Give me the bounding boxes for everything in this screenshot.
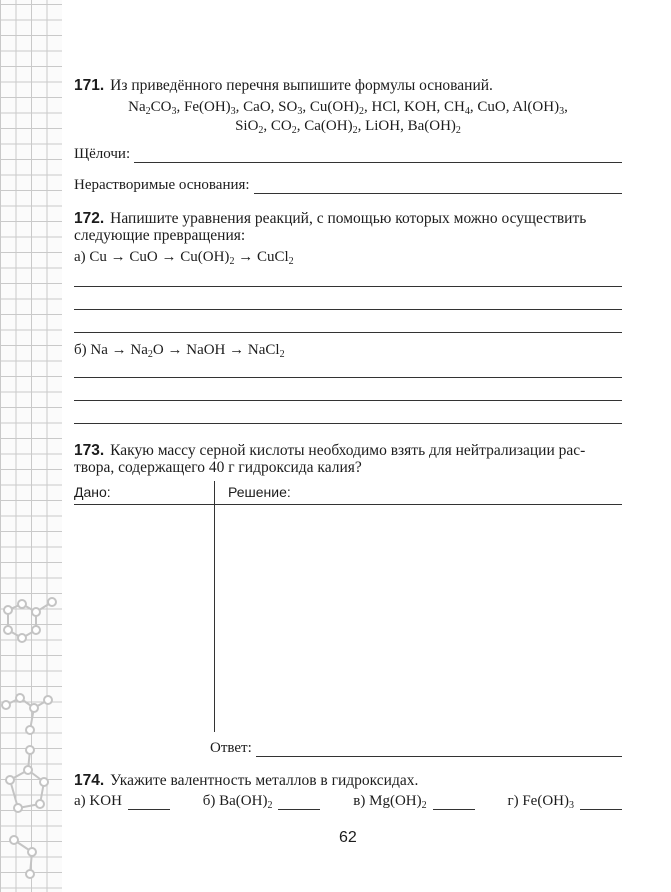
answer-line-a-3[interactable] <box>74 332 622 333</box>
formula-item: SiO$_2$, <box>235 118 268 136</box>
scheme-a-chain <box>89 249 293 265</box>
formula-item: $Fe(OH)_3$, <box>184 99 240 117</box>
chain-formula: NaOH <box>186 342 226 358</box>
valence-answer-line[interactable] <box>278 809 320 810</box>
page-number: 62 <box>339 829 357 846</box>
valence-formula: KOH <box>89 793 122 809</box>
formula-item: $Na_2CO$ <box>128 99 172 117</box>
arrow-icon: → <box>167 342 183 358</box>
valence-item <box>353 793 474 810</box>
answer-label: Ответ: <box>210 740 252 756</box>
formula-item: $Ca(OH)_2$, <box>304 118 362 136</box>
chain-formula: $Cu(OH)_2$ <box>180 249 235 267</box>
arrow-icon: → <box>111 342 127 358</box>
solution-label: Решение: <box>228 484 291 500</box>
alkali-answer-row <box>74 146 622 163</box>
formula-item: CaO, <box>243 99 275 115</box>
arrow-icon: → <box>238 249 254 265</box>
task-171-formula-list-1 <box>74 98 622 117</box>
answer-line-a-2[interactable] <box>74 309 622 310</box>
chain-formula: Na <box>90 342 108 358</box>
solution-area[interactable] <box>218 508 622 730</box>
task-173-title: 173. Какую массу серной кислоты необходимо взять для нейтрализации рас- <box>74 442 586 459</box>
task-172-title: 172. Напишите уравнения реакций, с помощью которых можно осуществить <box>74 210 587 227</box>
valence-answer-line[interactable] <box>433 809 475 810</box>
answer-line-a-1[interactable] <box>74 286 622 287</box>
task-174-title: 174. Укажите валентность металлов в гидроксидах. <box>74 772 419 789</box>
formula-item: CuO, <box>477 99 510 115</box>
task-171-formula-list-2 <box>74 117 622 136</box>
arrow-icon: → <box>110 249 126 265</box>
valence-items <box>74 793 622 810</box>
given-label: Дано: <box>74 484 111 500</box>
alkali-answer-line[interactable] <box>134 161 622 163</box>
valence-prefix: в) <box>353 793 370 809</box>
answer-line-b-3[interactable] <box>74 423 622 424</box>
given-vertical-divider <box>214 481 215 732</box>
valence-item <box>507 793 622 810</box>
valence-formula: $Ba(OH)_2$ <box>219 793 273 811</box>
formula-item: $CH_4$, <box>444 99 474 117</box>
valence-formula: $Mg(OH)_2$ <box>369 793 427 811</box>
answer-line[interactable] <box>256 755 622 757</box>
formula-item: $CO_2$, <box>270 118 301 136</box>
valence-prefix: а) <box>74 793 90 809</box>
task-173-title-line2: твора, содержащего 40 г гидроксида калия? <box>74 459 362 476</box>
formula-item: $Cu(OH)_2$, <box>309 99 368 117</box>
valence-prefix: б) <box>202 793 220 809</box>
task-171-title: 171. Из приведённого перечня выпишите формулы оснований. <box>74 77 493 94</box>
insoluble-answer-line[interactable] <box>254 192 622 194</box>
insoluble-label: Нерастворимые основания: <box>74 177 250 193</box>
task-172-title-line2: следующие превращения: <box>74 227 246 244</box>
answer-line-b-2[interactable] <box>74 400 622 401</box>
alkali-label: Щёлочи: <box>74 146 131 162</box>
chain-formula: Cu <box>89 249 107 265</box>
formula-item: $Ba(OH)_2$ <box>407 118 461 136</box>
valence-formula: $Fe(OH)_3$ <box>522 793 574 811</box>
formula-item: $_3$, <box>171 99 181 117</box>
scheme-b: б) $Na \to Na_2O$ → NaOH → NaCl$_2$ <box>74 342 285 360</box>
chain-formula: CuO <box>129 249 158 265</box>
arrow-icon: → <box>161 249 177 265</box>
insoluble-answer-row <box>74 177 622 194</box>
arrow-icon: → <box>229 342 245 358</box>
chain-formula: $Na_2O$ <box>130 342 164 360</box>
molecule-decoration-icon <box>0 590 62 890</box>
formula-item: HCl, <box>371 99 401 115</box>
formula-item: LiOH, <box>365 118 404 134</box>
page-content <box>74 0 622 892</box>
valence-item <box>203 793 321 810</box>
chain-formula: NaCl$_2$ <box>247 342 285 360</box>
formula-item: KOH, <box>404 99 441 115</box>
formula-item: $Al(OH)_3$, <box>512 99 568 117</box>
formula-item: $SO_3$, <box>278 99 307 117</box>
answer-line-b-1[interactable] <box>74 377 622 378</box>
scheme-b-chain <box>90 342 284 358</box>
valence-answer-line[interactable] <box>580 809 622 810</box>
chain-formula: CuCl$_2$ <box>256 249 294 267</box>
answer-row <box>210 740 622 757</box>
scheme-a: а) Cu → CuO → $Cu(OH)_2$ → CuCl$_2$ <box>74 249 294 267</box>
valence-answer-line[interactable] <box>128 809 170 810</box>
valence-item <box>74 793 170 810</box>
given-solution-divider <box>74 504 622 505</box>
given-area[interactable] <box>74 508 212 730</box>
valence-prefix: г) <box>507 793 523 809</box>
